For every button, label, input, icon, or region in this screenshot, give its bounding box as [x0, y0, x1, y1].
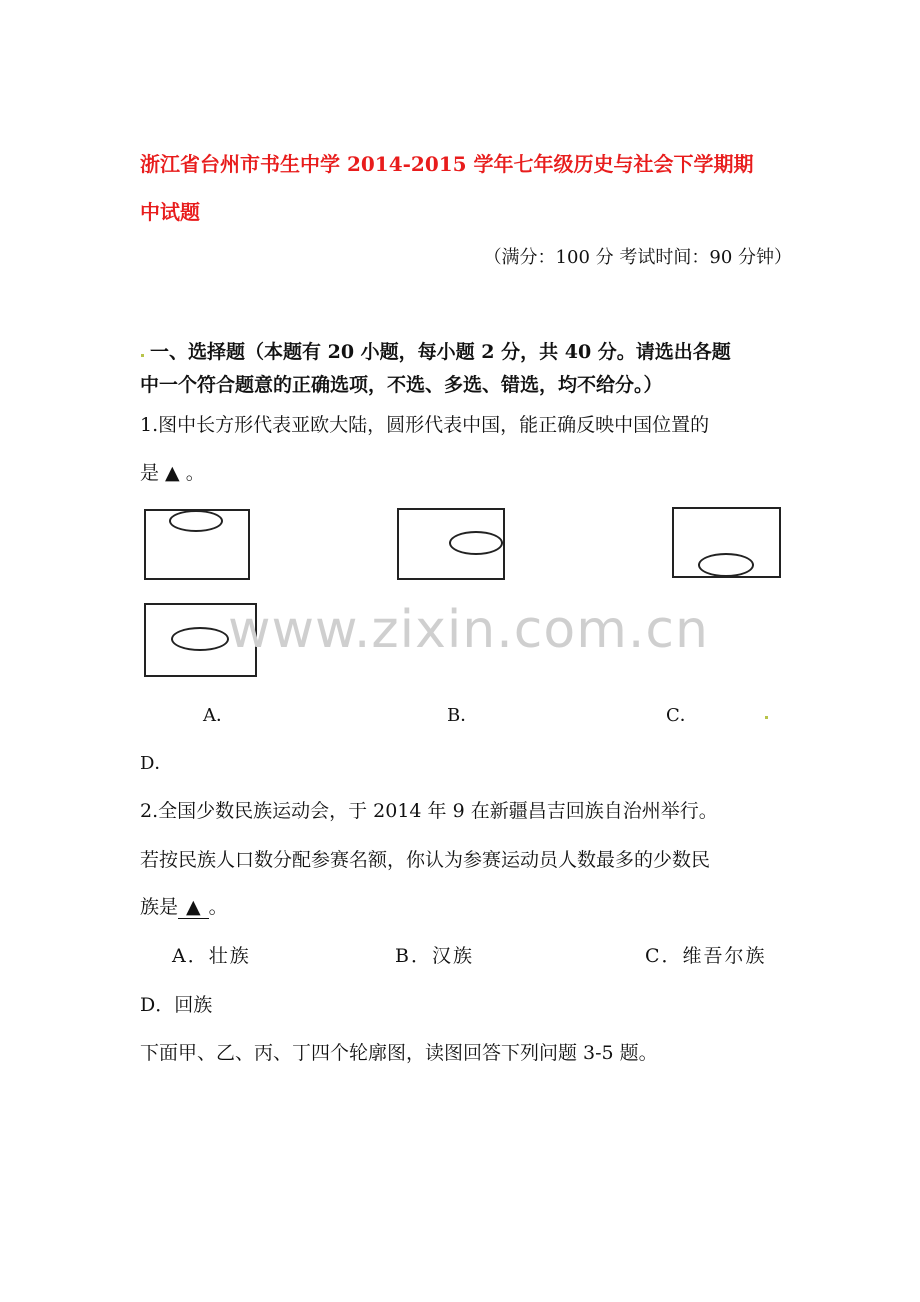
decorative-dot — [765, 716, 768, 719]
diagram-b-ellipse — [449, 531, 503, 555]
question-2-line-3-prefix: 族是 — [140, 896, 179, 918]
document-title-line-1: 浙江省台州市书生中学 2014-2015 学年七年级历史与社会下学期期 — [140, 152, 754, 176]
question-1-line-2: 是 ▲ 。 — [140, 462, 205, 484]
question-1-line-1: 1.图中长方形代表亚欧大陆，圆形代表中国，能正确反映中国位置的 — [140, 414, 710, 436]
question-3-intro: 下面甲、乙、丙、丁四个轮廓图，读图回答下列问题 3-5 题。 — [140, 1042, 658, 1064]
question-2-line-1: 2.全国少数民族运动会，于 2014 年 9 在新疆昌吉回族自治州举行。 — [140, 800, 718, 822]
exam-meta: （满分：100 分 考试时间：90 分钟） — [483, 247, 792, 268]
question-2-option-a: A．壮族 — [172, 945, 251, 967]
question-1-option-a: A． — [203, 705, 234, 726]
answer-blank: ▲ — [178, 896, 209, 919]
diagram-d-ellipse — [171, 627, 229, 651]
question-2-line-3 — [140, 892, 228, 919]
question-2-option-d: D．回族 — [140, 994, 213, 1016]
section-heading-line-2: 中一个符合题意的正确选项，不选、多选、错选，均不给分。） — [140, 374, 663, 396]
question-2-option-b: B．汉族 — [395, 945, 474, 967]
question-2-option-c: C．维吾尔族 — [645, 945, 767, 967]
question-1-option-b: B． — [447, 705, 479, 726]
question-1-option-c: C． — [666, 705, 698, 726]
question-2-line-3-suffix: 。 — [208, 896, 228, 918]
document-title-line-2: 中试题 — [140, 200, 200, 224]
diagram-a-ellipse — [169, 510, 223, 532]
question-1-option-d: D． — [140, 753, 173, 774]
question-2-line-2: 若按民族人口数分配参赛名额，你认为参赛运动员人数最多的少数民 — [140, 849, 711, 871]
watermark: www.zixin.com.cn — [228, 600, 709, 660]
diagram-c-ellipse — [698, 553, 754, 577]
section-heading-line-1: 一、选择题（本题有 20 小题，每小题 2 分，共 40 分。请选出各题 — [150, 341, 731, 363]
decorative-dot — [141, 354, 144, 357]
